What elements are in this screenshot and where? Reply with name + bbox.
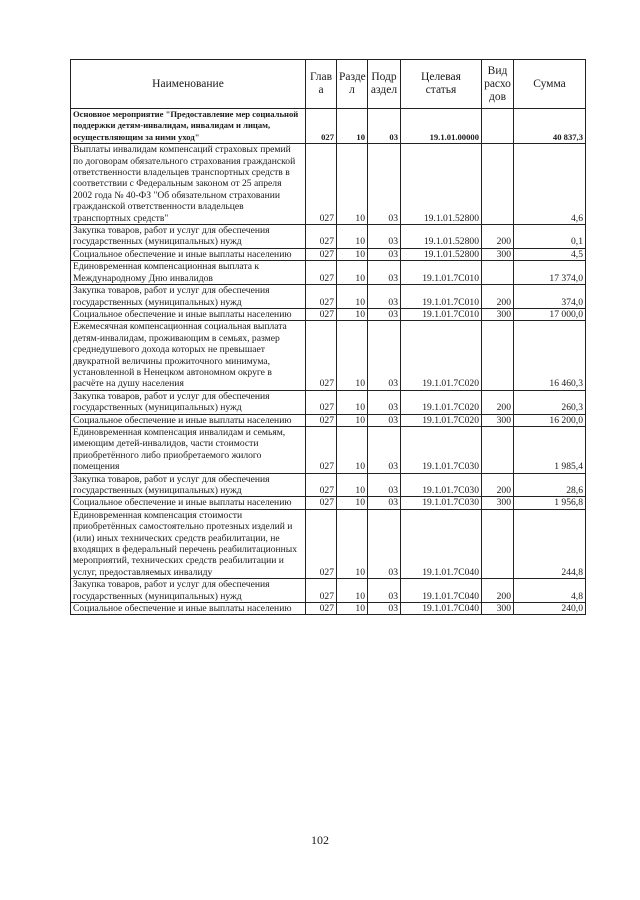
cell-kind: 300 (482, 497, 514, 509)
cell-name: Закупка товаров, работ и услуг для обеспечения государственных (муниципальных) нужд (71, 579, 306, 603)
cell-sum: 1 956,8 (514, 497, 586, 509)
cell-target: 19.1.01.7С030 (401, 497, 482, 509)
cell-kind (482, 109, 514, 144)
cell-kind: 300 (482, 308, 514, 320)
cell-kind: 300 (482, 414, 514, 426)
cell-chapter: 027 (306, 261, 337, 285)
cell-sum: 16 200,0 (514, 414, 586, 426)
cell-subsection: 03 (368, 321, 401, 390)
cell-sum: 17 000,0 (514, 308, 586, 320)
table-row (71, 426, 586, 473)
cell-subsection: 03 (368, 109, 401, 144)
cell-chapter: 027 (306, 414, 337, 426)
cell-subsection: 03 (368, 144, 401, 225)
header-target: Целевая статья (401, 60, 482, 109)
cell-section: 10 (337, 225, 368, 249)
cell-kind: 200 (482, 473, 514, 497)
cell-name: Социальное обеспечение и иные выплаты населению (71, 603, 306, 615)
cell-sum: 16 460,3 (514, 321, 586, 390)
cell-target: 19.1.01.7С010 (401, 308, 482, 320)
cell-kind: 300 (482, 248, 514, 260)
cell-target: 19.1.01.7С040 (401, 603, 482, 615)
cell-subsection: 03 (368, 390, 401, 414)
cell-target: 19.1.01.7С010 (401, 285, 482, 309)
cell-subsection: 03 (368, 414, 401, 426)
cell-target: 19.1.01.52800 (401, 144, 482, 225)
cell-sum: 260,3 (514, 390, 586, 414)
cell-name: Социальное обеспечение и иные выплаты населению (71, 308, 306, 320)
cell-name: Закупка товаров, работ и услуг для обеспечения государственных (муниципальных) нужд (71, 225, 306, 249)
cell-sum: 1 985,4 (514, 426, 586, 473)
cell-subsection: 03 (368, 285, 401, 309)
cell-chapter: 027 (306, 426, 337, 473)
cell-sum: 244,8 (514, 509, 586, 578)
header-name: Наименование (71, 60, 306, 109)
cell-target: 19.1.01.00000 (401, 109, 482, 144)
cell-name: Закупка товаров, работ и услуг для обеспечения государственных (муниципальных) нужд (71, 473, 306, 497)
cell-kind (482, 321, 514, 390)
header-kind: Вид расхо дов (482, 60, 514, 109)
cell-subsection: 03 (368, 426, 401, 473)
header-chapter: Глав а (306, 60, 337, 109)
cell-name: Социальное обеспечение и иные выплаты населению (71, 414, 306, 426)
cell-name: Закупка товаров, работ и услуг для обеспечения государственных (муниципальных) нужд (71, 285, 306, 309)
cell-section: 10 (337, 603, 368, 615)
table-row (71, 473, 586, 497)
table-row (71, 248, 586, 260)
table-row (71, 144, 586, 225)
cell-section: 10 (337, 414, 368, 426)
cell-section: 10 (337, 473, 368, 497)
cell-kind (482, 509, 514, 578)
cell-subsection: 03 (368, 603, 401, 615)
cell-name: Ежемесячная компенсационная социальная выплата детям-инвалидам, проживающим в семьях, размер среднедушевого дохода которых не превышает двукратной величины прожиточного минимума, установленной в Ненецком автономном округе в расчёте на душу населения (71, 321, 306, 390)
cell-subsection: 03 (368, 579, 401, 603)
table-row (71, 285, 586, 309)
table-row (71, 414, 586, 426)
table-row (71, 261, 586, 285)
cell-target: 19.1.01.7С010 (401, 261, 482, 285)
cell-kind (482, 261, 514, 285)
cell-sum: 4,5 (514, 248, 586, 260)
table-row (71, 509, 586, 578)
cell-chapter: 027 (306, 579, 337, 603)
cell-chapter: 027 (306, 497, 337, 509)
cell-section: 10 (337, 285, 368, 309)
cell-chapter: 027 (306, 390, 337, 414)
cell-target: 19.1.01.7С040 (401, 509, 482, 578)
cell-kind: 200 (482, 390, 514, 414)
cell-name: Единовременная компенсация инвалидам и семьям, имеющим детей-инвалидов, части стоимости приобретённого либо приобретаемого жилого помещения (71, 426, 306, 473)
cell-section: 10 (337, 308, 368, 320)
table-row (71, 390, 586, 414)
cell-chapter: 027 (306, 321, 337, 390)
table-row (71, 308, 586, 320)
cell-subsection: 03 (368, 308, 401, 320)
cell-section: 10 (337, 109, 368, 144)
cell-kind (482, 426, 514, 473)
cell-target: 19.1.01.7С020 (401, 414, 482, 426)
cell-chapter: 027 (306, 225, 337, 249)
cell-kind: 300 (482, 603, 514, 615)
header-sum: Сумма (514, 60, 586, 109)
cell-section: 10 (337, 426, 368, 473)
table-row (71, 225, 586, 249)
cell-sum: 0,1 (514, 225, 586, 249)
cell-chapter: 027 (306, 308, 337, 320)
cell-section: 10 (337, 261, 368, 285)
cell-sum: 4,8 (514, 579, 586, 603)
table-row (71, 603, 586, 615)
cell-target: 19.1.01.52800 (401, 248, 482, 260)
cell-section: 10 (337, 321, 368, 390)
cell-subsection: 03 (368, 248, 401, 260)
header-section: Разде л (337, 60, 368, 109)
table-row (71, 497, 586, 509)
cell-section: 10 (337, 390, 368, 414)
cell-subsection: 03 (368, 261, 401, 285)
table-row (71, 579, 586, 603)
cell-target: 19.1.01.7С020 (401, 321, 482, 390)
cell-target: 19.1.01.7С040 (401, 579, 482, 603)
cell-chapter: 027 (306, 109, 337, 144)
cell-sum: 28,6 (514, 473, 586, 497)
cell-sum: 40 837,3 (514, 109, 586, 144)
cell-chapter: 027 (306, 248, 337, 260)
cell-subsection: 03 (368, 497, 401, 509)
cell-chapter: 027 (306, 144, 337, 225)
table-row (71, 321, 586, 390)
cell-name: Выплаты инвалидам компенсаций страховых премий по договорам обязательного страхования гражданской ответственности владельцев транспортных средств в соответствии с Федеральным законом от 25 апреля 2002 года № 40-ФЗ "Об обязательном страховании гражданской ответственности владельцев транспортных средств" (71, 144, 306, 225)
cell-subsection: 03 (368, 225, 401, 249)
page-number: 102 (311, 833, 329, 847)
table-body (71, 109, 586, 615)
cell-section: 10 (337, 579, 368, 603)
cell-section: 10 (337, 248, 368, 260)
cell-chapter: 027 (306, 603, 337, 615)
cell-name: Единовременная компенсационная выплата к Международному Дню инвалидов (71, 261, 306, 285)
cell-section: 10 (337, 144, 368, 225)
cell-subsection: 03 (368, 509, 401, 578)
cell-target: 19.1.01.7С030 (401, 426, 482, 473)
table-row (71, 109, 586, 144)
cell-sum: 17 374,0 (514, 261, 586, 285)
budget-table (70, 59, 586, 615)
cell-kind: 200 (482, 285, 514, 309)
cell-kind (482, 144, 514, 225)
cell-name: Основное мероприятие "Предоставление мер социальной поддержки детям-инвалидам, инвалидам и лицам, осуществляющим за ними уход" (71, 109, 306, 144)
cell-name: Социальное обеспечение и иные выплаты населению (71, 248, 306, 260)
cell-name: Единовременная компенсация стоимости приобретённых самостоятельно протезных изделий и (или) иных технических средств реабилитации, не входящих в федеральный перечень реабилитационных мероприятий, технических средств реабилитации и услуг, предоставляемых инвалиду (71, 509, 306, 578)
cell-name: Социальное обеспечение и иные выплаты населению (71, 497, 306, 509)
cell-target: 19.1.01.7С030 (401, 473, 482, 497)
cell-target: 19.1.01.52800 (401, 225, 482, 249)
cell-sum: 374,0 (514, 285, 586, 309)
cell-sum: 4,6 (514, 144, 586, 225)
cell-kind: 200 (482, 225, 514, 249)
cell-target: 19.1.01.7С020 (401, 390, 482, 414)
cell-chapter: 027 (306, 285, 337, 309)
header-subsection: Подр аздел (368, 60, 401, 109)
cell-chapter: 027 (306, 473, 337, 497)
cell-name: Закупка товаров, работ и услуг для обеспечения государственных (муниципальных) нужд (71, 390, 306, 414)
cell-subsection: 03 (368, 473, 401, 497)
cell-section: 10 (337, 497, 368, 509)
table-header-row (71, 60, 586, 109)
cell-chapter: 027 (306, 509, 337, 578)
cell-sum: 240,0 (514, 603, 586, 615)
cell-section: 10 (337, 509, 368, 578)
cell-kind: 200 (482, 579, 514, 603)
